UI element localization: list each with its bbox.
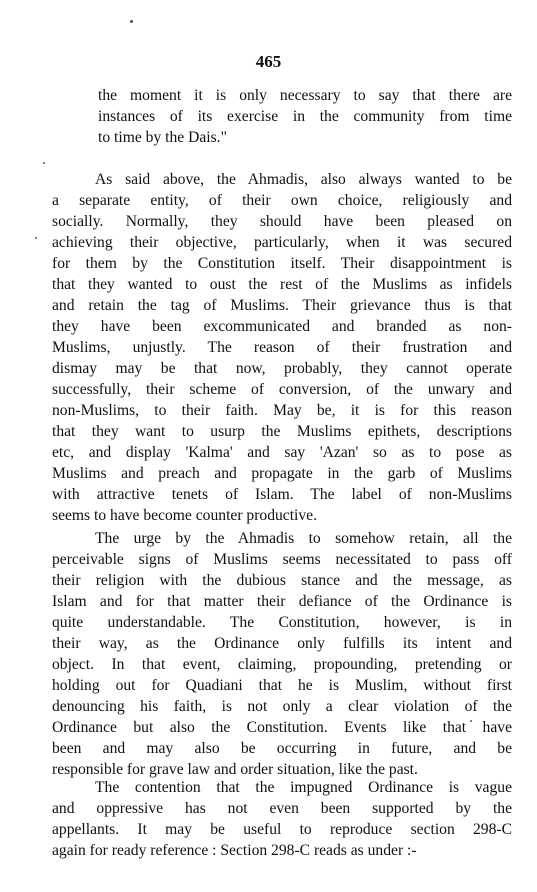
scan-speck	[130, 20, 133, 23]
paragraph-line: The contention that the impugned Ordinance is vague	[95, 779, 512, 796]
paragraph-line: Muslims, unjustly. The reason of their frustration and	[52, 339, 512, 356]
paragraph-line: and oppressive has not even been supported by the	[52, 800, 512, 817]
paragraph-line: quite understandable. The Constitution, however, is in	[52, 614, 512, 631]
paragraph-line: non-Muslims, to their faith. May be, it is for this reason	[52, 402, 512, 419]
paragraph-line: dismay may be that now, probably, they cannot operate	[52, 360, 512, 377]
paragraph-line: and retain the tag of Muslims. Their grievance thus is that	[52, 297, 512, 314]
paragraph-line: As said above, the Ahmadis, also always wanted to be	[95, 171, 512, 188]
scan-speck	[43, 162, 45, 164]
paragraph-line: they have been excommunicated and branded as non-	[52, 318, 512, 335]
paragraph-line: their religion with the dubious stance and the message, as	[52, 572, 512, 589]
page-number: 465	[255, 52, 282, 71]
quote-line: to time by the Dais."	[98, 129, 227, 146]
paragraph-line: successfully, their scheme of conversion, of the unwary and	[52, 381, 512, 398]
paragraph-line: seems to have become counter productive.	[52, 507, 317, 524]
paragraph-line: for them by the Constitution itself. Their disappointment is	[52, 255, 512, 272]
paragraph-line: socially. Normally, they should have been pleased on	[52, 213, 512, 230]
paragraph-line: responsible for grave law and order situation, like the past.	[52, 761, 418, 778]
scan-speck	[35, 237, 37, 239]
paragraph-line: their way, as the Ordinance only fulfills its intent and	[52, 635, 512, 652]
paragraph-line: Islam and for that matter their defiance of the Ordinance is	[52, 593, 512, 610]
paragraph-line: again for ready reference : Section 298-C reads as under :-	[52, 842, 417, 859]
paragraph-line: holding out for Quadiani that he is Muslim, without first	[52, 677, 512, 694]
paragraph-line: denouncing his faith, is not only a clear violation of the	[52, 698, 512, 715]
paragraph-line: object. In that event, claiming, propounding, pretending or	[52, 656, 512, 673]
paragraph-line: Ordinance but also the Constitution. Events like that have	[52, 719, 512, 736]
paragraph-line: a separate entity, of their own choice, religiously and	[52, 192, 512, 209]
paragraph-line: been and may also be occurring in future, and be	[52, 740, 512, 757]
paragraph-line: etc, and display 'Kalma' and say 'Azan' so as to pose as	[52, 444, 512, 461]
paragraph-line: Muslims and preach and propagate in the garb of Muslims	[52, 465, 512, 482]
paragraph-line: with attractive tenets of Islam. The label of non-Muslims	[52, 486, 512, 503]
quote-line: instances of its exercise in the community from time	[98, 108, 512, 125]
paragraph-line: that they want to usurp the Muslims epithets, descriptions	[52, 423, 512, 440]
paragraph-line: perceivable signs of Muslims seems necessitated to pass off	[52, 551, 512, 568]
paragraph-line: appellants. It may be useful to reproduce section 298-C	[52, 821, 512, 838]
paragraph-line: that they wanted to oust the rest of the Muslims as infidels	[52, 276, 512, 293]
paragraph-line: The urge by the Ahmadis to somehow retain, all the	[95, 530, 512, 547]
paragraph-line: achieving their objective, particularly, when it was secured	[52, 234, 512, 251]
quote-line: the moment it is only necessary to say that there are	[98, 87, 512, 104]
